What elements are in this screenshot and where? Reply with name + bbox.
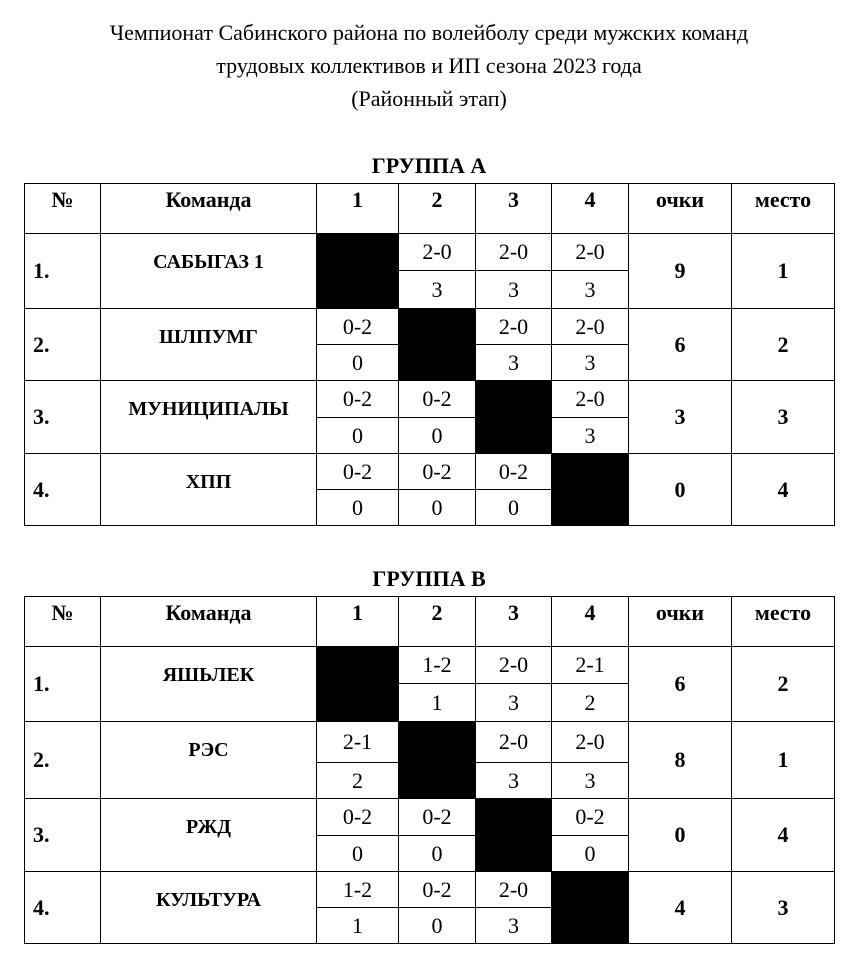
header-col-1: 1 <box>317 597 399 647</box>
match-score: 2-0 <box>399 234 476 271</box>
team-place: 3 <box>732 381 835 454</box>
match-score: 2-0 <box>476 309 552 345</box>
table-row <box>25 234 835 271</box>
header-place: место <box>732 184 835 234</box>
diagonal-blank-cell <box>317 234 399 309</box>
diagonal-blank-cell <box>552 454 629 526</box>
title-line-2: трудовых коллективов и ИП сезона 2023 года <box>216 53 642 78</box>
total-points: 3 <box>629 381 732 454</box>
group-a-title: ГРУППА А <box>371 153 487 178</box>
header-row <box>25 184 835 234</box>
team-number: 4. <box>25 872 101 944</box>
match-points: 3 <box>476 908 552 944</box>
match-points: 3 <box>476 684 552 722</box>
team-name: ШЛПУМГ <box>101 309 317 381</box>
match-points: 0 <box>317 490 399 526</box>
match-score: 0-2 <box>317 309 399 345</box>
team-number: 1. <box>25 647 101 722</box>
match-points: 0 <box>399 908 476 944</box>
header-col-2: 2 <box>399 184 476 234</box>
team-number: 2. <box>25 722 101 799</box>
match-points: 0 <box>317 345 399 381</box>
header-col-4: 4 <box>552 184 629 234</box>
total-points: 0 <box>629 454 732 526</box>
group-b-title: ГРУППА В <box>372 566 486 591</box>
team-place: 2 <box>732 309 835 381</box>
team-name: САБЫГАЗ 1 <box>101 234 317 309</box>
match-score: 2-1 <box>317 722 399 763</box>
title-line-3: (Районный этап) <box>351 86 507 111</box>
table-row <box>25 872 835 908</box>
diagonal-blank-cell <box>317 647 399 722</box>
match-score: 0-2 <box>317 799 399 836</box>
match-score: 1-2 <box>317 872 399 908</box>
header-num: № <box>25 184 101 234</box>
match-points: 3 <box>476 345 552 381</box>
header-col-2: 2 <box>399 597 476 647</box>
header-team: Команда <box>101 184 317 234</box>
match-points: 1 <box>317 908 399 944</box>
match-score: 2-0 <box>476 647 552 684</box>
total-points: 4 <box>629 872 732 944</box>
match-score: 0-2 <box>399 872 476 908</box>
match-points: 2 <box>317 763 399 799</box>
total-points: 6 <box>629 309 732 381</box>
team-name: РЭС <box>101 722 317 799</box>
match-score: 2-0 <box>552 381 629 418</box>
total-points: 6 <box>629 647 732 722</box>
match-score: 2-0 <box>476 872 552 908</box>
match-points: 3 <box>399 271 476 309</box>
diagonal-blank-cell <box>552 872 629 944</box>
header-col-3: 3 <box>476 184 552 234</box>
match-points: 0 <box>317 836 399 872</box>
group-a-table <box>24 183 835 526</box>
header-col-4: 4 <box>552 597 629 647</box>
match-points: 0 <box>399 490 476 526</box>
diagonal-blank-cell <box>399 309 476 381</box>
header-points: очки <box>629 184 732 234</box>
match-score: 1-2 <box>399 647 476 684</box>
match-score: 2-0 <box>476 722 552 763</box>
team-name: ЯШЬЛЕК <box>101 647 317 722</box>
team-place: 1 <box>732 234 835 309</box>
match-points: 0 <box>476 490 552 526</box>
team-place: 4 <box>732 799 835 872</box>
team-place: 2 <box>732 647 835 722</box>
match-score: 0-2 <box>317 381 399 418</box>
match-points: 3 <box>476 271 552 309</box>
match-score: 0-2 <box>399 381 476 418</box>
team-number: 2. <box>25 309 101 381</box>
match-points: 2 <box>552 684 629 722</box>
team-name: ХПП <box>101 454 317 526</box>
match-points: 0 <box>552 836 629 872</box>
total-points: 0 <box>629 799 732 872</box>
match-points: 3 <box>552 345 629 381</box>
header-points: очки <box>629 597 732 647</box>
match-score: 0-2 <box>399 799 476 836</box>
header-num: № <box>25 597 101 647</box>
team-place: 1 <box>732 722 835 799</box>
match-points: 0 <box>399 418 476 454</box>
total-points: 9 <box>629 234 732 309</box>
team-name: РЖД <box>101 799 317 872</box>
group-b-table <box>24 596 835 944</box>
match-points: 0 <box>317 418 399 454</box>
header-place: место <box>732 597 835 647</box>
match-points: 3 <box>476 763 552 799</box>
team-number: 3. <box>25 381 101 454</box>
header-row <box>25 597 835 647</box>
table-row <box>25 799 835 836</box>
match-score: 2-0 <box>476 234 552 271</box>
match-score: 2-1 <box>552 647 629 684</box>
match-score: 0-2 <box>476 454 552 490</box>
table-row <box>25 381 835 418</box>
match-points: 1 <box>399 684 476 722</box>
total-points: 8 <box>629 722 732 799</box>
team-place: 4 <box>732 454 835 526</box>
header-team: Команда <box>101 597 317 647</box>
match-score: 0-2 <box>399 454 476 490</box>
table-row <box>25 309 835 345</box>
team-place: 3 <box>732 872 835 944</box>
team-name: КУЛЬТУРА <box>101 872 317 944</box>
match-score: 0-2 <box>552 799 629 836</box>
team-number: 1. <box>25 234 101 309</box>
match-points: 0 <box>399 836 476 872</box>
header-col-3: 3 <box>476 597 552 647</box>
document-title <box>0 16 858 115</box>
team-number: 4. <box>25 454 101 526</box>
match-score: 0-2 <box>317 454 399 490</box>
match-score: 2-0 <box>552 722 629 763</box>
table-row <box>25 454 835 490</box>
match-points: 3 <box>552 763 629 799</box>
table-row <box>25 722 835 763</box>
match-points: 3 <box>552 418 629 454</box>
team-name: МУНИЦИПАЛЫ <box>101 381 317 454</box>
match-points: 3 <box>552 271 629 309</box>
match-score: 2-0 <box>552 234 629 271</box>
match-score: 2-0 <box>552 309 629 345</box>
diagonal-blank-cell <box>399 722 476 799</box>
diagonal-blank-cell <box>476 799 552 872</box>
team-number: 3. <box>25 799 101 872</box>
table-row <box>25 647 835 684</box>
title-line-1: Чемпионат Сабинского района по волейболу среди мужских команд <box>109 20 749 45</box>
header-col-1: 1 <box>317 184 399 234</box>
diagonal-blank-cell <box>476 381 552 454</box>
